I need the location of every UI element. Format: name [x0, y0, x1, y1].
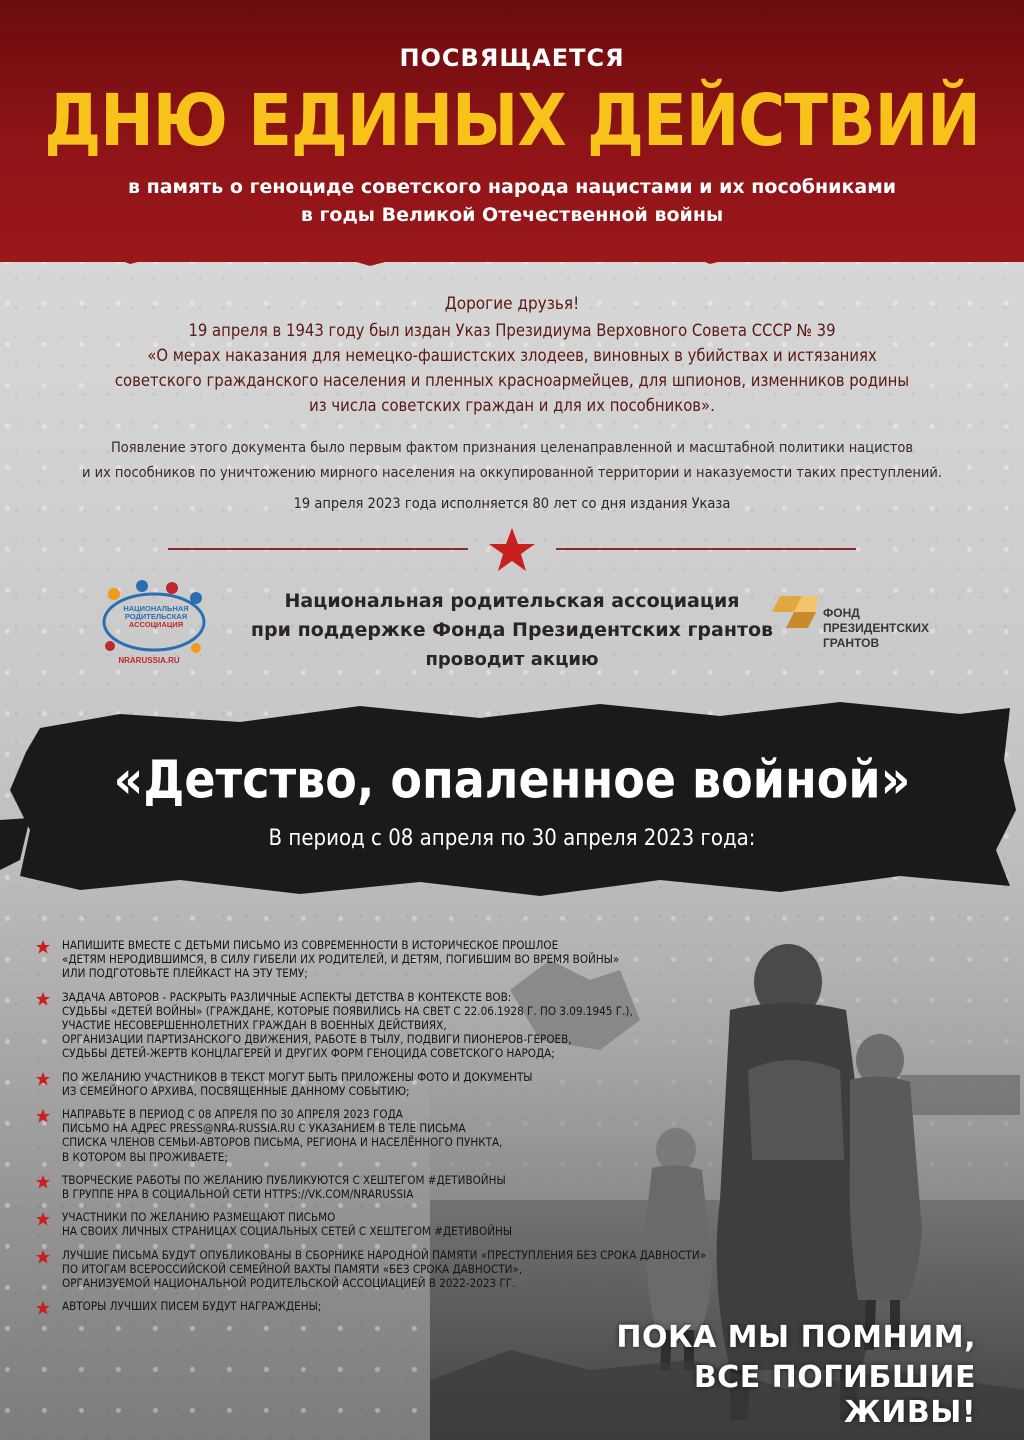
- bullet-star-icon: [36, 940, 50, 954]
- red-star-icon: [487, 525, 537, 575]
- list-item-line: УЧАСТНИКИ ПО ЖЕЛАНИЮ РАЗМЕЩАЮТ ПИСЬМО: [62, 1210, 336, 1225]
- nra-logo-text: НАЦИОНАЛЬНАЯ: [123, 604, 189, 613]
- decree-line: из числа советских граждан и для их пособников».: [309, 396, 715, 415]
- fpg-logo-text: ГРАНТОВ: [823, 636, 880, 650]
- list-item-line: СПИСКА ЧЛЕНОВ СЕМЬИ-АВТОРОВ ПИСЬМА, РЕГИОНА И НАСЕЛЁННОГО ПУНКТА,: [62, 1135, 503, 1150]
- nra-logo-text: РОДИТЕЛЬСКАЯ: [124, 612, 188, 621]
- campaign-title: «Детство, опаленное войной»: [113, 748, 911, 811]
- slogan-line1: ПОКА МЫ ПОМНИМ,: [616, 1320, 976, 1355]
- fpg-logo-text: ФОНД: [823, 606, 860, 620]
- list-item-line: В КОТОРОМ ВЫ ПРОЖИВАЕТЕ;: [62, 1149, 228, 1164]
- list-item-line: ЗАДАЧА АВТОРОВ - РАСКРЫТЬ РАЗЛИЧНЫЕ АСПЕКТЫ ДЕТСТВА В КОНТЕКСТЕ ВОВ:: [62, 989, 512, 1004]
- list-item-line: НАПРАВЬТЕ В ПЕРИОД С 08 АПРЕЛЯ ПО 30 АПРЕЛЯ 2023 ГОДА: [62, 1107, 403, 1122]
- slogan-line2: ВСЕ ПОГИБШИЕ ЖИВЫ!: [693, 1360, 976, 1430]
- list-item: [36, 938, 696, 981]
- header-kicker: ПОСВЯЩАЕТСЯ: [399, 44, 625, 72]
- list-item-line: В ГРУППЕ НРА В СОЦИАЛЬНОЙ СЕТИ HTTPS://VK.COM/NRARUSSIA: [62, 1187, 414, 1202]
- list-item-line: НАПИШИТЕ ВМЕСТЕ С ДЕТЬМИ ПИСЬМО ИЗ СОВРЕМЕННОСТИ В ИСТОРИЧЕСКОЕ ПРОШЛОЕ: [62, 938, 559, 952]
- list-item: [36, 1210, 696, 1238]
- bullet-star-icon: [36, 992, 50, 1006]
- divider-right: [556, 548, 856, 550]
- nra-logo-text: АССОЦИАЦИЯ: [128, 620, 184, 629]
- organizer-line2: при поддержке Фонда Президентских грантов: [250, 619, 774, 641]
- header-subtitle-line1: в память о геноциде советского народа нацистами и их пособниками: [127, 176, 897, 198]
- organizer-line3: проводит акцию: [425, 649, 599, 670]
- divider-left: [168, 548, 468, 550]
- list-item: [36, 1107, 696, 1164]
- list-item-line: «ДЕТЯМ НEРОДИВШИМСЯ, В СИЛУ ГИБЕЛИ ИХ РОДИТЕЛЕЙ, И ДЕТЯМ, ПОГИБШИМ ВО ВРЕМЯ ВОЙНЫ»: [62, 952, 620, 967]
- bullet-star-icon: [36, 1109, 50, 1123]
- organizer-line1: Национальная родительская ассоциация: [284, 590, 740, 612]
- significance-paragraph: [40, 436, 984, 486]
- fpg-logo-text: ПРЕЗИДЕНТСКИХ: [823, 621, 929, 635]
- list-item-line: НА СВОИХ ЛИЧНЫХ СТРАНИЦАХ СОЦИАЛЬНЫХ СЕТЕЙ С ХЕШТЕГОМ #ДЕТИВОЙНЫ: [62, 1224, 513, 1239]
- decree-line: советского гражданского населения и пленных красноармейцев, для шпионов, изменников родины: [114, 371, 910, 390]
- nra-logo-url: NRARUSSIA.RU: [118, 656, 180, 665]
- list-item: [36, 1173, 696, 1201]
- significance-line: Появление этого документа было первым фактом признания целенаправленной и масштабной политики нацистов: [110, 440, 914, 456]
- list-item-line: АВТОРЫ ЛУЧШИХ ПИСЕМ БУДУТ НАГРАЖДЕНЫ;: [62, 1299, 322, 1314]
- list-item-line: ПИСЬМО НА АДРЕС PRESS@NRA-RUSSIA.RU С УКАЗАНИЕМ В ТЕЛЕ ПИСЬМА: [62, 1121, 466, 1136]
- list-item-line: ОРГАНИЗАЦИИ ПАРТИЗАНСКОГО ДВИЖЕНИЯ, РАБОТЕ В ТЫЛУ, ПОДВИГИ ПИОНЕРОВ-ГЕРОЕВ,: [62, 1032, 572, 1047]
- decree-line: «О мерах наказания для немецко-фашистских злодеев, виновных в убийствах и истязаниях: [147, 346, 877, 365]
- list-item: [36, 1299, 696, 1313]
- list-item-line: ТВОРЧЕСКИЕ РАБОТЫ ПО ЖЕЛАНИЮ ПУБЛИКУЮТСЯ С ХЕШТЕГОМ #ДЕТИВОЙНЫ: [62, 1172, 506, 1187]
- list-item-line: СУДЬБЫ «ДЕТЕЙ ВОЙНЫ» (ГРАЖДАНЕ, КОТОРЫЕ ПОЯВИЛИСЬ НА СВЕТ С 22.06.1928 Г. ПО 3.09.1945 Г.),: [62, 1003, 633, 1018]
- list-item: [36, 1070, 696, 1098]
- list-item-line: ПО ЖЕЛАНИЮ УЧАСТНИКОВ В ТЕКСТ МОГУТ БЫТЬ ПРИЛОЖЕНЫ ФОТО И ДОКУМЕНТЫ: [62, 1069, 533, 1084]
- list-item: [36, 990, 696, 1061]
- significance-line: и их пособников по уничтожению мирного населения на оккупированной территории и наказуемости таких преступлений.: [81, 465, 943, 481]
- bullet-star-icon: [36, 1301, 50, 1315]
- bullet-star-icon: [36, 1175, 50, 1189]
- bullet-star-icon: [36, 1212, 50, 1226]
- decree-paragraph: [40, 318, 984, 418]
- list-item: [36, 1247, 707, 1291]
- list-item-line: ЛУЧШИЕ ПИСЬМА БУДУТ ОПУБЛИКОВАНЫ В СБОРНИКЕ НАРОДНОЙ ПАМЯТИ «ПРЕСТУПЛЕНИЯ БЕЗ СРОКА ДАВНОСТИ»: [62, 1247, 707, 1262]
- list-item-line: ПО ИТОГАМ ВСЕРОССИЙСКОЙ СЕМЕЙНОЙ ВАХТЫ ПАМЯТИ «БЕЗ СРОКА ДАВНОСТИ»,: [62, 1261, 523, 1276]
- list-item-line: СУДЬБЫ ДЕТЕЙ-ЖЕРТВ КОНЦЛАГЕРЕЙ И ДРУГИХ ФОРМ ГЕНОЦИДА СОВЕТСКОГО НАРОДА;: [62, 1046, 555, 1061]
- list-item-line: ОРГАНИЗУЕМОЙ НАЦИОНАЛЬНОЙ РОДИТЕЛЬСКОЙ АССОЦИАЦИЕЙ В 2022-2023 ГГ.: [62, 1276, 516, 1291]
- headline: ДНЮ ЕДИНЫХ ДЕЙСТВИЙ: [44, 80, 980, 163]
- list-item-line: ИЛИ ПОДГОТОВЬТЕ ПЛЕЙКАСТ НА ЭТУ ТЕМУ;: [62, 966, 308, 981]
- header-subtitle-line2: в годы Великой Отечественной войны: [300, 204, 724, 226]
- fpg-logo-icon: [772, 590, 818, 634]
- list-item-line: УЧАСТИЕ НЕСОВЕРШЕННОЛЕТНИХ ГРАЖДАН В ВОЕННЫХ ДЕЙСТВИЯХ,: [62, 1018, 447, 1033]
- header-torn-edge: [0, 236, 1024, 276]
- anniversary-line: 19 апреля 2023 года исполняется 80 лет со дня издания Указа: [293, 496, 731, 512]
- campaign-period: В период с 08 апреля по 30 апреля 2023 года:: [268, 826, 756, 851]
- greeting: Дорогие друзья!: [444, 294, 580, 314]
- action-list: [36, 938, 707, 1322]
- bullet-star-icon: [36, 1072, 50, 1086]
- list-item-line: ИЗ СЕМЕЙНОГО АРХИВА, ПОСВЯЩЕННЫЕ ДАННОМУ СОБЫТИЮ;: [62, 1083, 410, 1098]
- bullet-star-icon: [36, 1250, 50, 1264]
- decree-line: 19 апреля в 1943 году был издан Указ Президиума Верховного Совета СССР № 39: [188, 321, 836, 340]
